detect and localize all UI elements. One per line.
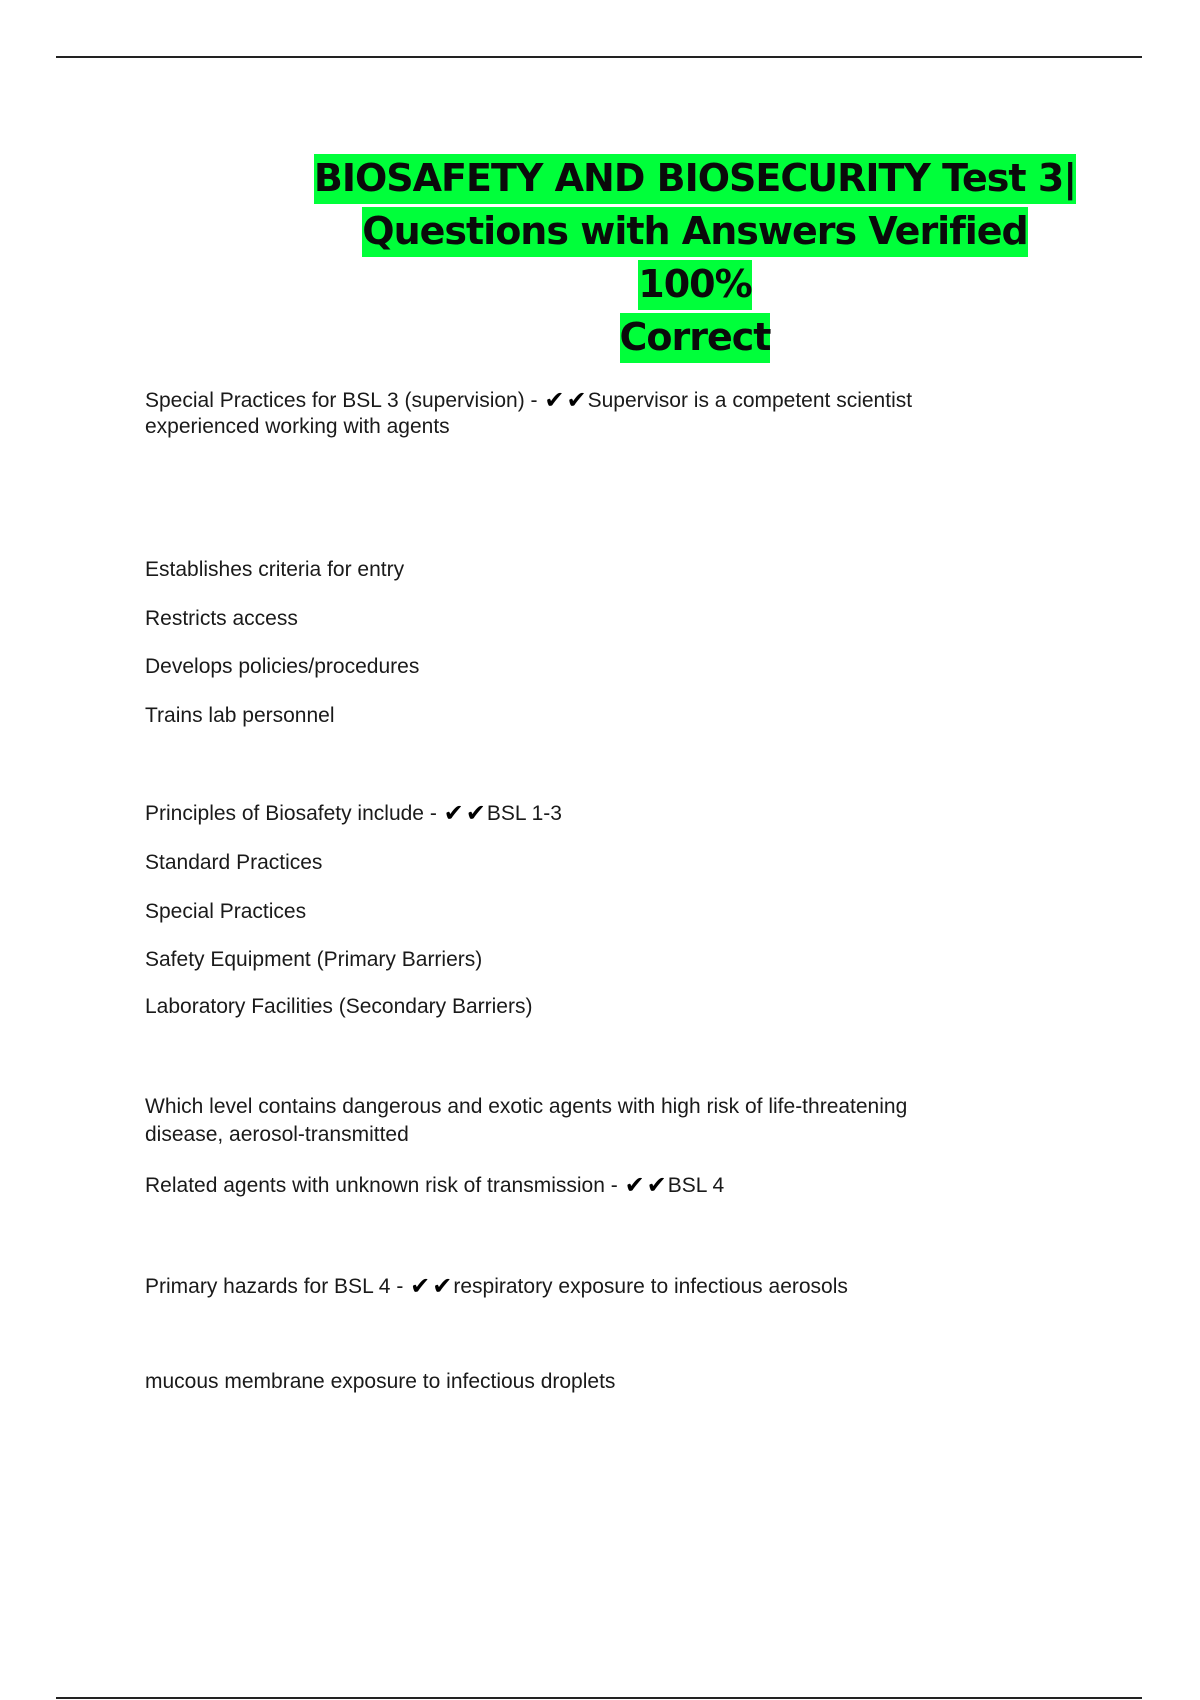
document-title [300,152,1090,364]
check-mark-icon: ✔ [544,386,565,414]
check-mark-icon: ✔ [566,386,587,414]
q4-answer-continued: mucous membrane exposure to infectious droplets [145,1370,616,1393]
q1-item-3: Develops policies/procedures [145,655,420,678]
title-line-1: BIOSAFETY AND BIOSECURITY Test 3| [314,154,1076,204]
check-mark-icon: ✔ [443,799,464,827]
q2-answer: BSL 1-3 [486,802,562,825]
q4-question-line [145,1273,848,1300]
q1-item-2: Restricts access [145,607,298,630]
check-mark-icon: ✔ [432,1272,453,1300]
q1-answer-continued: experienced working with agents [145,415,450,438]
check-mark-icon: ✔ [410,1272,431,1300]
footer-rule [56,1697,1142,1699]
q3-question-line-2: disease, aerosol-transmitted [145,1123,409,1146]
q1-item-1: Establishes criteria for entry [145,558,405,581]
q3-question: Related agents with unknown risk of transmission - [145,1174,624,1197]
q1-answer: Supervisor is a competent scientist [587,389,913,412]
check-mark-icon: ✔ [624,1171,645,1199]
q1-item-4: Trains lab personnel [145,704,335,727]
q2-item-3: Safety Equipment (Primary Barriers) [145,948,483,971]
q4-question: Primary hazards for BSL 4 - [145,1275,410,1298]
q1-question: Special Practices for BSL 3 (supervision) - [145,389,544,412]
q3-answer: BSL 4 [667,1174,725,1197]
q2-item-4: Laboratory Facilities (Secondary Barriers) [145,995,533,1018]
q4-answer: respiratory exposure to infectious aerosols [453,1275,848,1298]
title-line-3: Correct [620,313,771,363]
check-mark-icon: ✔ [465,799,486,827]
title-line-2: Questions with Answers Verified 100% [362,207,1027,310]
q3-question-line-1: Which level contains dangerous and exotic agents with high risk of life-threatening [145,1095,908,1118]
q3-question-line-3 [145,1172,724,1199]
header-rule [56,56,1142,58]
q2-question-line [145,800,562,827]
q1-question-line [145,387,912,414]
q2-question: Principles of Biosafety include - [145,802,443,825]
check-mark-icon: ✔ [646,1171,667,1199]
q2-item-2: Special Practices [145,900,307,923]
q2-item-1: Standard Practices [145,851,323,874]
